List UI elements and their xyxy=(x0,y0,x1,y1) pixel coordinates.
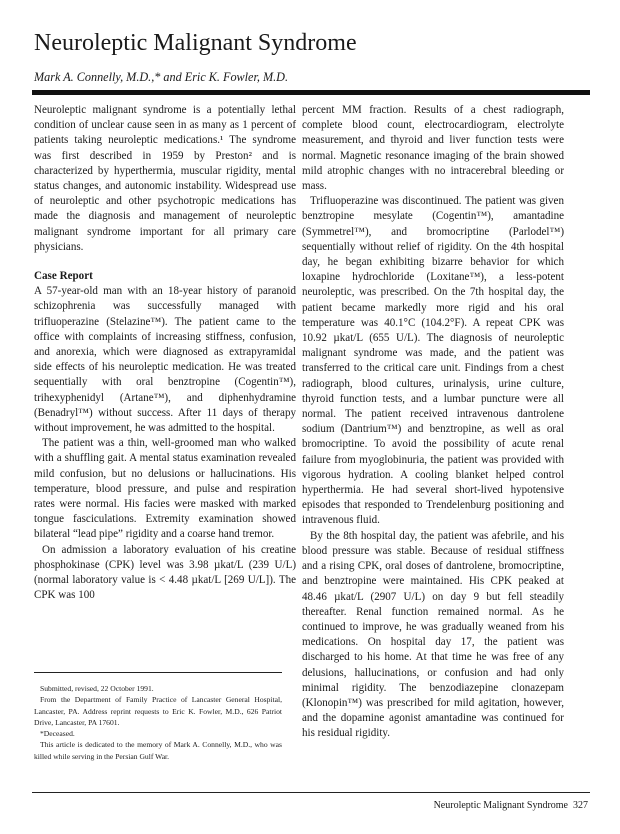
footnote-submitted: Submitted, revised, 22 October 1991. xyxy=(40,684,154,693)
top-rule xyxy=(32,90,590,95)
running-footer-title: Neuroleptic Malignant Syndrome xyxy=(433,800,568,811)
author-line: Mark A. Connelly, M.D.,* and Eric K. Fowler, M.D. xyxy=(34,70,288,84)
left-column xyxy=(34,103,296,604)
footnotes xyxy=(34,683,282,762)
footnote-rule xyxy=(34,672,282,673)
footnote-deceased: *Deceased. xyxy=(40,729,75,739)
page-number: 327 xyxy=(573,800,588,811)
running-footer xyxy=(434,800,588,811)
right-column xyxy=(302,103,564,742)
footnote-affiliation: From the Department of Family Practice of Lancaster General Hospital, Lancaster, PA. Address reprint requests to Eric K. Fowler, M.D., 626 Patriot Drive, Lancaster, PA 17601. xyxy=(34,695,282,727)
footnote-dedication: This article is dedicated to the memory of Mark A. Connelly, M.D., who was killed while serving in the Persian Gulf War. xyxy=(34,740,282,761)
case-paragraph-2: The patient was a thin, well-groomed man who walked with a shuffling gait. A mental status examination revealed mild confusion, but no delusions or hallucinations. His temperature, blood pressure, and pulse and respiration rates were normal. His facies were masked with marked tongue fasciculations. Extremity examination showed bilateral “lead pipe” rigidity and a coarse hand tremor. xyxy=(34,437,296,541)
case-paragraph-3: On admission a laboratory evaluation of his creatine phosphokinase (CPK) level was 3.98 µkat/L (239 U/L) (normal laboratory value is < 4.48 µkat/L [269 U/L]). The CPK was 100 xyxy=(34,543,296,602)
right-paragraph-1: percent MM fraction. Results of a chest radiograph, complete blood count, electrocardiogram, electrolyte measurement, and thyroid and liver function tests were normal. Magnetic resonance imaging of the brain showed mild atrophic changes with no intracerebral bleeding or mass. xyxy=(302,104,564,193)
case-report-heading: Case Report xyxy=(34,270,93,283)
article-title: Neuroleptic Malignant Syndrome xyxy=(34,30,357,56)
right-paragraph-3: By the 8th hospital day, the patient was afebrile, and his blood pressure was stable. Because of residual stiffness and a rising CPK, oral doses of dantrolene, bromocriptine, and benztropine were maintained. His CPK peaked at 48.46 µkat/L (2907 U/L) on day 9 but fell steadily thereafter. Renal function remained normal. As he continued to improve, he was gradually weaned from his medications. On hospital day 17, the patient was discharged to his home. At that time he was free of any delusions, hallucinations, or confusion and had only minimal rigidity. The benzodiazepine clonazepam (Klonopin™) was prescribed for mild agitation, however, and the dopamine agonist amantadine was continued for his residual rigidity. xyxy=(302,529,564,740)
intro-paragraph: Neuroleptic malignant syndrome is a potentially lethal condition of unclear cause seen in as many as 1 percent of patients taking neuroleptic medications.¹ The syndrome was first described in 1959 by Preston² and is characterized by hyperthermia, muscular rigidity, mental status changes, and autonomic instability. Widespread use of neuroleptic and other psychotropic medications has made the diagnosis and management of neuroleptic malignant syndrome important for all primary care physicians. xyxy=(34,104,296,253)
right-paragraph-2: Trifluoperazine was discontinued. The patient was given benztropine mesylate (Cogentin™), amantadine (Symmetrel™), and bromocriptine (Parlodel™) sequentially without relief of rigidity. On the 4th hospital day, he began exhibiting bizarre behavior for which loxapine hydrochloride (Loxitane™), a less-potent neuroleptic, was prescribed. On the 7th hospital day, the patient became markedly more rigid and his oral temperature was 40.1°C (104.2°F). A repeat CPK was 10.92 µkat/L (655 U/L). The diagnosis of neuroleptic malignant syndrome was made, and the patient was transferred to the critical care unit. Findings from a chest radiograph, blood cultures, urinalysis, urine culture, thyroid function tests, and a lumbar puncture were all normal. The patient received intravenous dantrolene sodium (Dantrium™) and benztropine, as well as oral bromocriptine. To avoid the possibility of acute renal failure from myoglobinuria, the patient was provided with vigorous hydration. A cooling blanket helped control hyperthermia. He had several short-lived hypotensive episodes that responded to Trendelenburg positioning and intravenous fluid. xyxy=(302,195,564,527)
case-paragraph-1: A 57-year-old man with an 18-year history of paranoid schizophrenia was successfully managed with trifluoperazine (Stelazine™). The patient came to the office with complaints of increasing stiffness, confusion, and anorexia, which were diagnosed as extrapyramidal side effects of his neuroleptic medication. He was treated sequentially with oral benztropine (Cogentin™), trihexyphenidyl (Artane™), and diphenhydramine (Benadryl™) without success. After 11 days of therapy without improvement, he was admitted to the hospital. xyxy=(34,285,296,435)
bottom-rule xyxy=(32,792,590,793)
